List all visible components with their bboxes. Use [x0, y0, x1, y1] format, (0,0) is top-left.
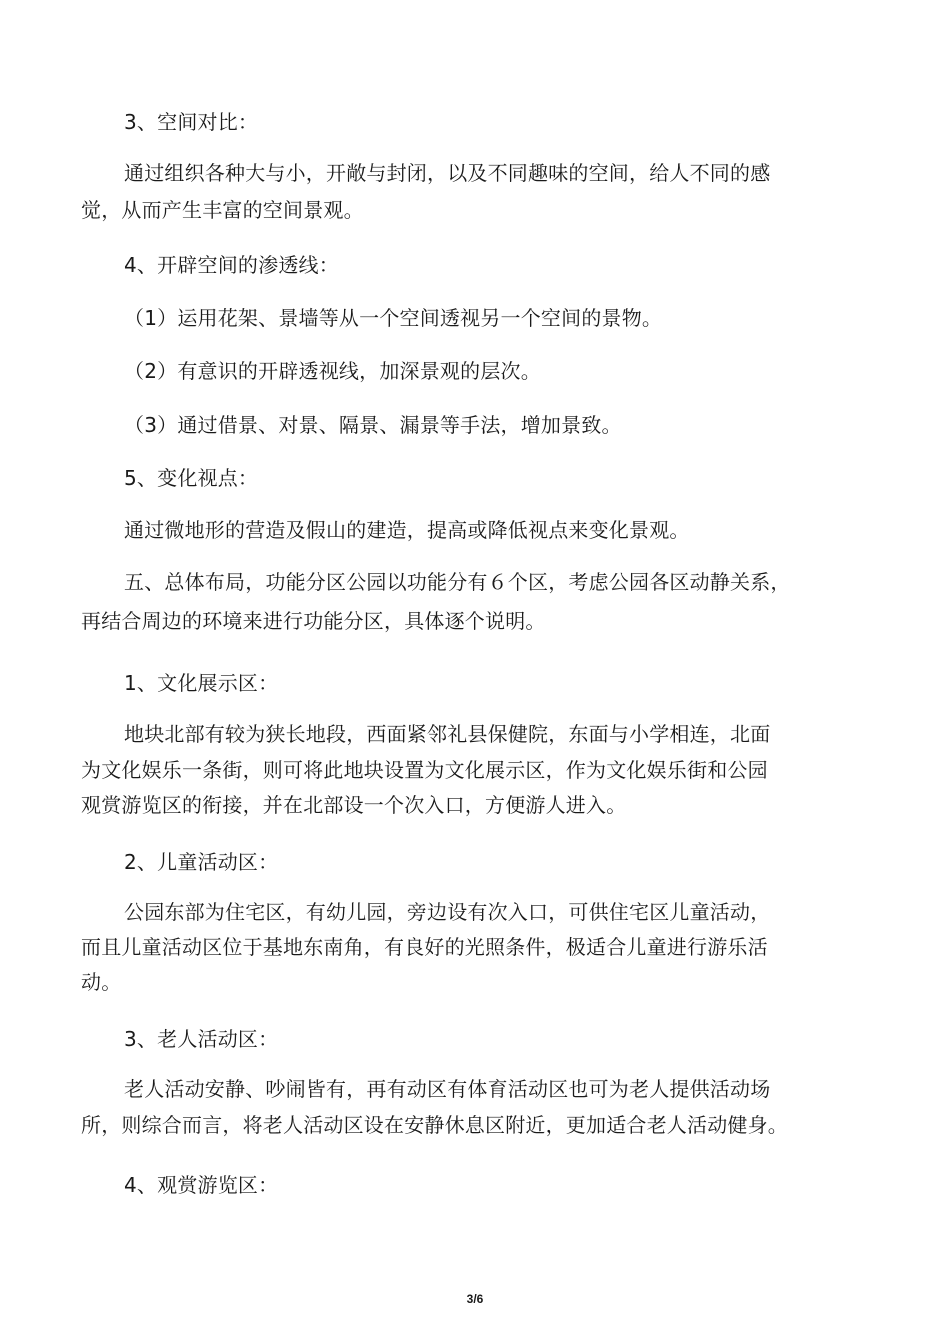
paragraph-line: 五、总体布局，功能分区公园以功能分有６个区，考虑公园各区动静关系， — [124, 570, 791, 594]
heading-space-contrast: 3、空间对比： — [124, 110, 259, 134]
paragraph-line: 而且儿童活动区位于基地东南角，有良好的光照条件，极适合儿童进行游乐活 — [81, 935, 768, 959]
paragraph-line: 通过微地形的营造及假山的建造，提高或降低视点来变化景观。 — [124, 518, 690, 542]
paragraph-line: 地块北部有较为狭长地段，西面紧邻礼县保健院，东面与小学相连，北面 — [124, 722, 771, 746]
paragraph-line: 觉，从而产生丰富的空间景观。 — [81, 198, 364, 222]
paragraph-line: 动。 — [81, 970, 122, 994]
heading-penetration-lines: 4、开辟空间的渗透线： — [124, 253, 339, 277]
page-number: 3/6 — [466, 1292, 484, 1306]
heading-children-zone: 2、儿童活动区： — [124, 850, 279, 874]
paragraph-line: 再结合周边的环境来进行功能分区，具体逐个说明。 — [81, 609, 546, 633]
list-item: （1）运用花架、景墙等从一个空间透视另一个空间的景物。 — [124, 306, 663, 330]
paragraph-line: 所，则综合而言，将老人活动区设在安静休息区附近，更加适合老人活动健身。 — [81, 1113, 788, 1137]
paragraph-line: 观赏游览区的衔接，并在北部设一个次入口，方便游人进入。 — [81, 793, 627, 817]
list-item: （2）有意识的开辟透视线，加深景观的层次。 — [124, 359, 541, 383]
heading-viewpoint: 5、变化视点： — [124, 466, 259, 490]
heading-culture-zone: 1、文化展示区： — [124, 671, 279, 695]
paragraph-line: 老人活动安静、吵闹皆有，再有动区有体育活动区也可为老人提供活动场 — [124, 1077, 771, 1101]
paragraph-line: 为文化娱乐一条街，则可将此地块设置为文化展示区，作为文化娱乐街和公园 — [81, 758, 768, 782]
paragraph-line: 通过组织各种大与小，开敞与封闭，以及不同趣味的空间，给人不同的感 — [124, 161, 771, 185]
heading-sightseeing-zone: 4、观赏游览区： — [124, 1173, 279, 1197]
list-item: （3）通过借景、对景、隔景、漏景等手法，增加景致。 — [124, 413, 622, 437]
heading-elderly-zone: 3、老人活动区： — [124, 1027, 279, 1051]
paragraph-line: 公园东部为住宅区，有幼儿园，旁边设有次入口，可供住宅区儿童活动， — [124, 900, 771, 924]
